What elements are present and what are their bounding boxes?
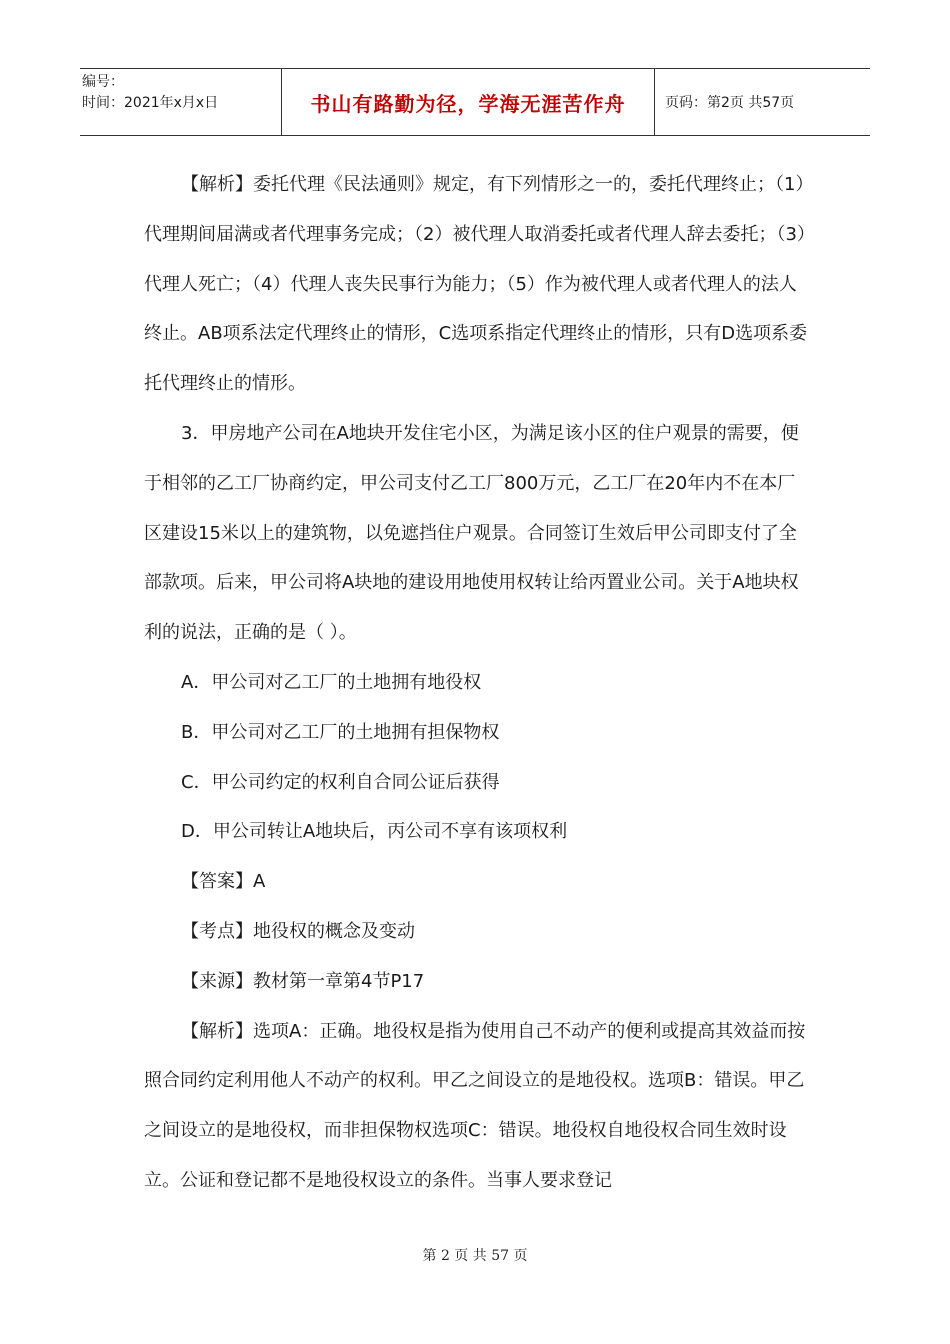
key-point-line: 【考点】地役权的概念及变动 bbox=[181, 920, 415, 942]
header-page-label: 页码：第2页 共57页 bbox=[665, 95, 795, 111]
source-line: 【来源】教材第一章第4节P17 bbox=[181, 970, 425, 992]
header-meta bbox=[80, 69, 282, 135]
header-page-cell bbox=[655, 69, 870, 135]
question-3: 3．甲房地产公司在A地块开发住宅小区，为满足该小区的住户观景的需要，便于相邻的乙工厂协商约定，甲公司支付乙工厂800万元，乙工厂在20年内不在本厂区建设15米以上的建筑物，以免遮挡住户观景。合同签订生效后甲公司即支付了全部款项。后来，甲公司将A块地的建设用地使用权转让给丙置业公司。关于A地块权利的说法，正确的是（ ）。 bbox=[144, 422, 799, 644]
answer-line: 【答案】A bbox=[181, 871, 266, 893]
option-a: A．甲公司对乙工厂的土地拥有地役权 bbox=[181, 671, 482, 693]
document-body bbox=[144, 160, 810, 1206]
header-motto: 书山有路勤为径，学海无涯苦作舟 bbox=[310, 91, 626, 116]
analysis-paragraph-1: 【解析】委托代理《民法通则》规定，有下列情形之一的，委托代理终止；（1）代理期间届满或者代理事务完成；（2）被代理人取消委托或者代理人辞去委托；（3）代理人死亡；（4）代理人丧失民事行为能力；（5）作为被代理人或者代理人的法人终止。AB项系法定代理终止的情形，C选项系指定代理终止的情形，只有D选项系委托代理终止的情形。 bbox=[144, 174, 808, 395]
header-motto-cell bbox=[282, 69, 655, 135]
time-label: 时间：2021年x月x日 bbox=[82, 95, 219, 111]
page-footer: 第 2 页 共 57 页 bbox=[422, 1248, 528, 1264]
page-header bbox=[80, 68, 870, 136]
number-label: 编号： bbox=[82, 74, 124, 90]
option-c: C．甲公司约定的权利自合同公证后获得 bbox=[181, 771, 500, 793]
option-b: B．甲公司对乙工厂的土地拥有担保物权 bbox=[181, 721, 500, 743]
analysis-paragraph-2: 【解析】选项A：正确。地役权是指为使用自己不动产的便利或提高其效益而按照合同约定利用他人不动产的权利。甲乙之间设立的是地役权。选项B：错误。甲乙之间设立的是地役权，而非担保物权选项C：错误。地役权自地役权合同生效时设立。公证和登记都不是地役权设立的条件。当事人要求登记 bbox=[144, 1020, 806, 1191]
option-d: D．甲公司转让A地块后，丙公司不享有该项权利 bbox=[181, 821, 568, 843]
